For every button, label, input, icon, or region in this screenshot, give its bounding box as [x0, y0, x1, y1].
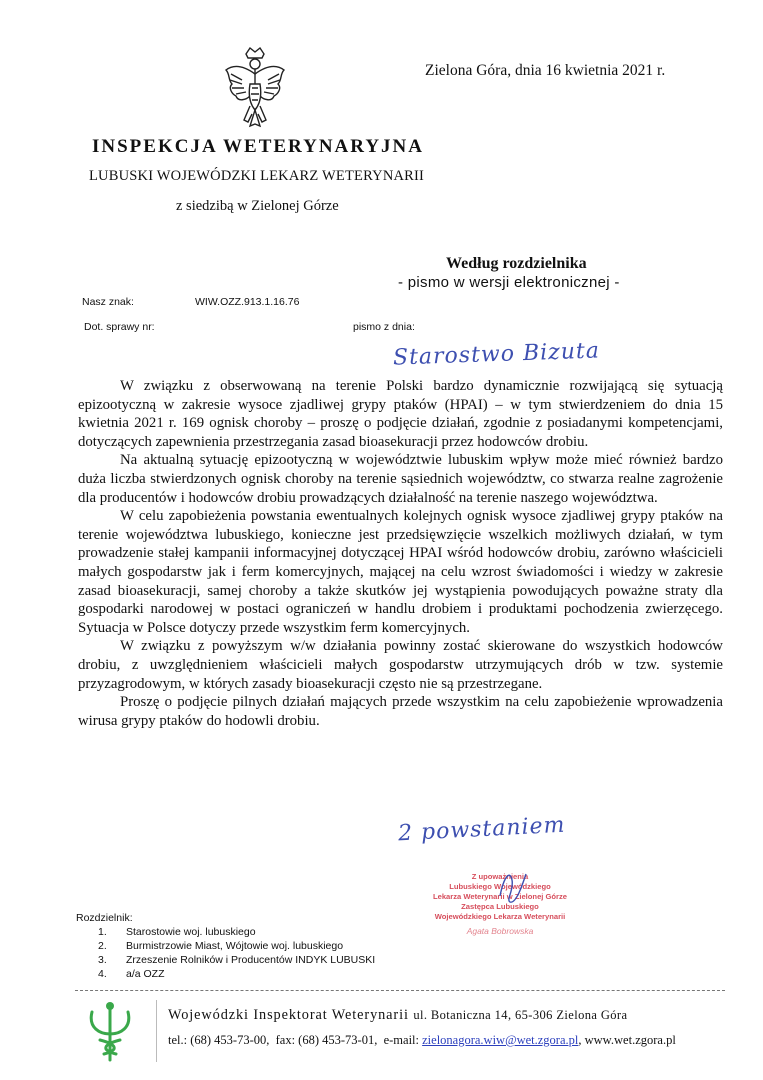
body-paragraph: Na aktualną sytuację epizootyczną w województwie lubuskim wpływ może mieć również bardzo duża liczba stwierdzonych ognisk choroby na terenie sąsiednich województw, co stwarza realne zagrożenie dla producentów i hodowców drobiu prowadzących działalność na terenie naszego województwa.	[78, 452, 723, 506]
document-date: Zielona Góra, dnia 16 kwietnia 2021 r.	[425, 62, 666, 79]
distribution-item-number: 1.	[98, 926, 107, 938]
polish-eagle-emblem-icon	[222, 44, 288, 130]
distribution-item	[98, 953, 375, 967]
body-paragraph: W celu zapobieżenia powstania ewentualnych kolejnych ognisk wysoce zjadliwej grypy ptaków na terenie województwa lubuskiego, konieczne jest przedsięwzięcie wszelkich możliwych działań, w tym prowadzenie stałej kampanii informacyjnej dotyczącej HPAI wśród hodowców drobiu, zarówno właścicieli małych gospodarstw jak i ferm komercyjnych, mającej na celu wzrost świadomości i wiedzy w zakresie zasad bioasekuracji, samej choroby a także skutków jej wystąpienia powodujących poważne straty dla gospodarki narodowej w postaci ograniczeń w handlu drobiem i produktami pochodzenia zwierzęcego. Sytuacja w Polsce dotyczy przede wszystkim ferm komercyjnych.	[78, 508, 723, 636]
footer-phone: tel.: (68) 453-73-00,	[168, 1033, 270, 1047]
distribution-item-text: Burmistrzowie Miast, Wójtowie woj. lubuskiego	[126, 940, 344, 952]
distribution-item	[98, 925, 375, 939]
stamp-line: Lubuskiego Wojewódzkiego	[449, 882, 551, 891]
footer-website[interactable]: , www.wet.zgora.pl	[578, 1033, 676, 1047]
footer-address: ul. Botaniczna 14, 65-306 Zielona Góra	[413, 1008, 628, 1022]
body-paragraph: W związku z powyższym w/w działania powinny zostać skierowane do wszystkich hodowców drobiu, z uwzględnieniem właścicieli małych gospodarstw utrzymujących drób w tzw. systemie przyzagrodowym, w których zasady bioasekuracji często nie są przestrzegane.	[78, 638, 723, 692]
footer-email-link[interactable]: zielonagora.wiw@wet.zgora.pl	[422, 1033, 579, 1047]
organization-subtitle: LUBUSKI WOJEWÓDZKI LEKARZ WETERYNARII	[89, 168, 425, 184]
stamp-line: Wojewódzkiego Lekarza Weterynarii	[434, 912, 566, 921]
organization-seat: z siedzibą w Zielonej Górze	[176, 198, 339, 214]
recipient-title: Według rozdzielnika	[446, 255, 587, 272]
our-ref-value: WIW.OZZ.913.1.16.76	[195, 296, 300, 308]
stamp-line: Lekarza Weterynarii w Zielonej Górze	[432, 892, 568, 901]
distribution-list	[98, 925, 375, 981]
distribution-item	[98, 967, 375, 981]
handwritten-note-bottom: 2 powstaniem	[397, 812, 567, 847]
footer-fax: fax: (68) 453-73-01,	[275, 1033, 378, 1047]
handwritten-note-top: Starostwo Bizuta	[392, 338, 601, 371]
stamp-signature: Agata Bobrowska	[466, 926, 534, 936]
distribution-item-number: 4.	[98, 968, 107, 980]
distribution-item-text: Starostowie woj. lubuskiego	[126, 926, 256, 938]
letter-date-label: pismo z dnia:	[353, 321, 415, 333]
case-number-label: Dot. sprawy nr:	[84, 321, 155, 333]
distribution-item-number: 3.	[98, 954, 107, 966]
organization-title: INSPEKCJA WETERYNARYJNA	[92, 136, 424, 157]
footer-separator	[156, 1000, 157, 1062]
distribution-item-text: Zrzeszenie Rolników i Producentów INDYK LUBUSKI	[126, 954, 376, 966]
body-paragraph: W związku z obserwowaną na terenie Polski bardzo dynamicznie rozwijającą się sytuacją epizootyczną w zakresie wysoce zjadliwej grypy ptaków (HPAI) – w tym stwierdzeniem do dnia 15 kwietnia 2021 r. 169 ognisk choroby – proszę o podjęcie działań, zgodnie z posiadanymi kompetencjami, dotyczących zapewnienia przestrzegania zasad bioasekuracji przez hodowców drobiu.	[78, 378, 723, 450]
electronic-version-note: - pismo w wersji elektronicznej -	[398, 274, 620, 291]
distribution-item	[98, 939, 375, 953]
footer-institution-name: Wojewódzki Inspektorat Weterynarii	[168, 1007, 409, 1023]
footer-email-label: e-mail:	[383, 1033, 419, 1047]
signature-scribble-icon	[492, 866, 532, 906]
stamp-line: Z upoważnienia	[471, 872, 529, 881]
stamp-line: Zastępca Lubuskiego	[461, 902, 539, 911]
footer-divider	[75, 990, 725, 991]
footer-institution-line	[168, 1007, 627, 1024]
veterinary-caduceus-logo-icon	[78, 1000, 142, 1066]
footer-contact-line	[168, 1033, 676, 1048]
distribution-item-number: 2.	[98, 940, 107, 952]
our-ref-label: Nasz znak:	[82, 296, 134, 308]
distribution-label: Rozdzielnik:	[76, 912, 133, 924]
letter-body	[78, 377, 723, 730]
distribution-item-text: a/a OZZ	[126, 968, 165, 980]
body-paragraph: Proszę o podjęcie pilnych działań mających przede wszystkim na celu zapobieżenie wprowadzenia wirusa grypy ptaków do hodowli drobiu.	[78, 694, 723, 729]
